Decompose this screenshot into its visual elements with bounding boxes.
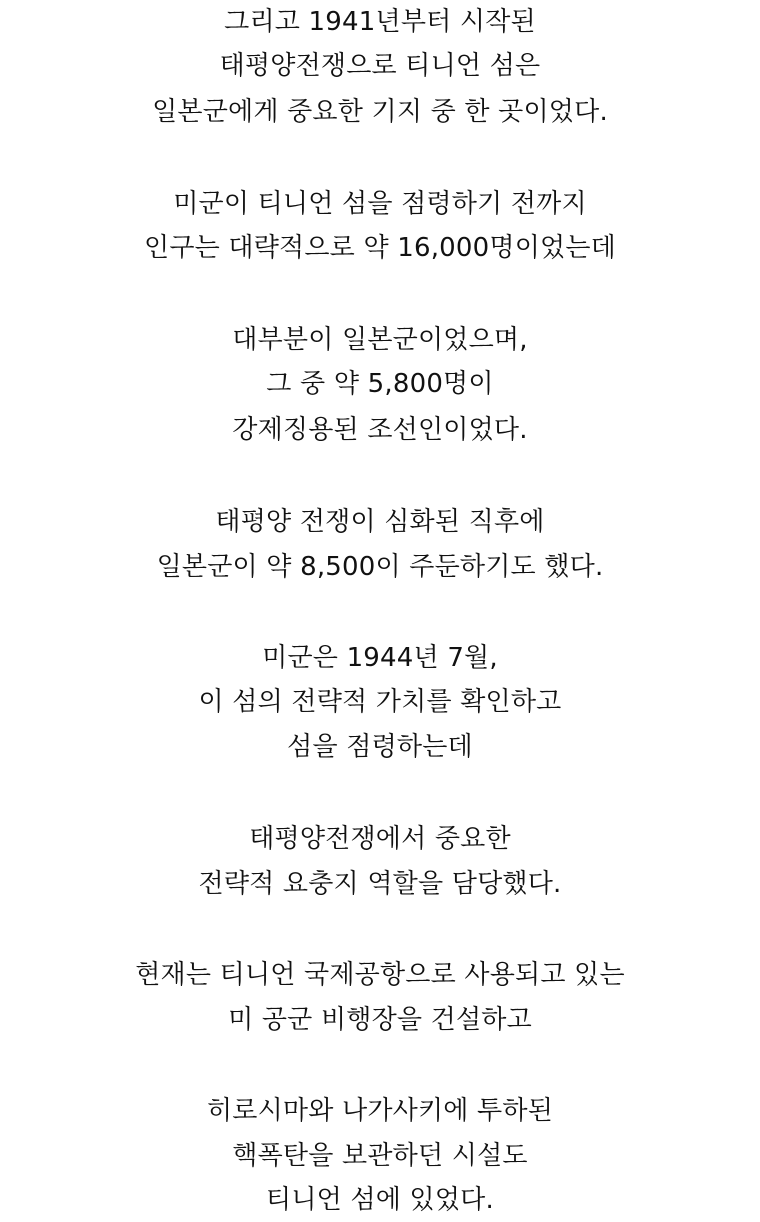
text-line: 미 공군 비행장을 건설하고 [228,1005,532,1035]
text-line: 미군은 1944년 7월, [262,643,498,673]
text-line: 그 중 약 5,800명이 [266,369,494,399]
text-line: 섬을 점령하는데 [287,732,473,762]
text-line: 전략적 요충지 역할을 담당했다. [198,869,562,899]
text-line: 일본군에게 중요한 기지 중 한 곳이었다. [152,97,608,127]
text-line: 태평양전쟁에서 중요한 [249,824,511,854]
text-line: 미군이 티니언 섬을 점령하기 전까지 [173,189,587,219]
text-line: 강제징용된 조선인이었다. [232,415,528,445]
text-line: 현재는 티니언 국제공항으로 사용되고 있는 [135,960,625,990]
text-line: 히로시마와 나가사키에 투하된 [206,1096,554,1126]
text-line: 이 섬의 전략적 가치를 확인하고 [198,687,562,717]
text-line: 대부분이 일본군이었으며, [232,325,528,355]
text-line: 그리고 1941년부터 시작된 [224,7,536,37]
text-line: 인구는 대략적으로 약 16,000명이었는데 [144,233,616,263]
text-line: 태평양 전쟁이 심화된 직후에 [215,507,545,537]
text-line: 핵폭탄을 보관하던 시설도 [232,1141,528,1171]
text-line: 태평양전쟁으로 티니언 섬은 [219,51,541,81]
text-line: 일본군이 약 8,500이 주둔하기도 했다. [156,552,604,582]
text-line: 티니언 섬에 있었다. [266,1185,494,1215]
